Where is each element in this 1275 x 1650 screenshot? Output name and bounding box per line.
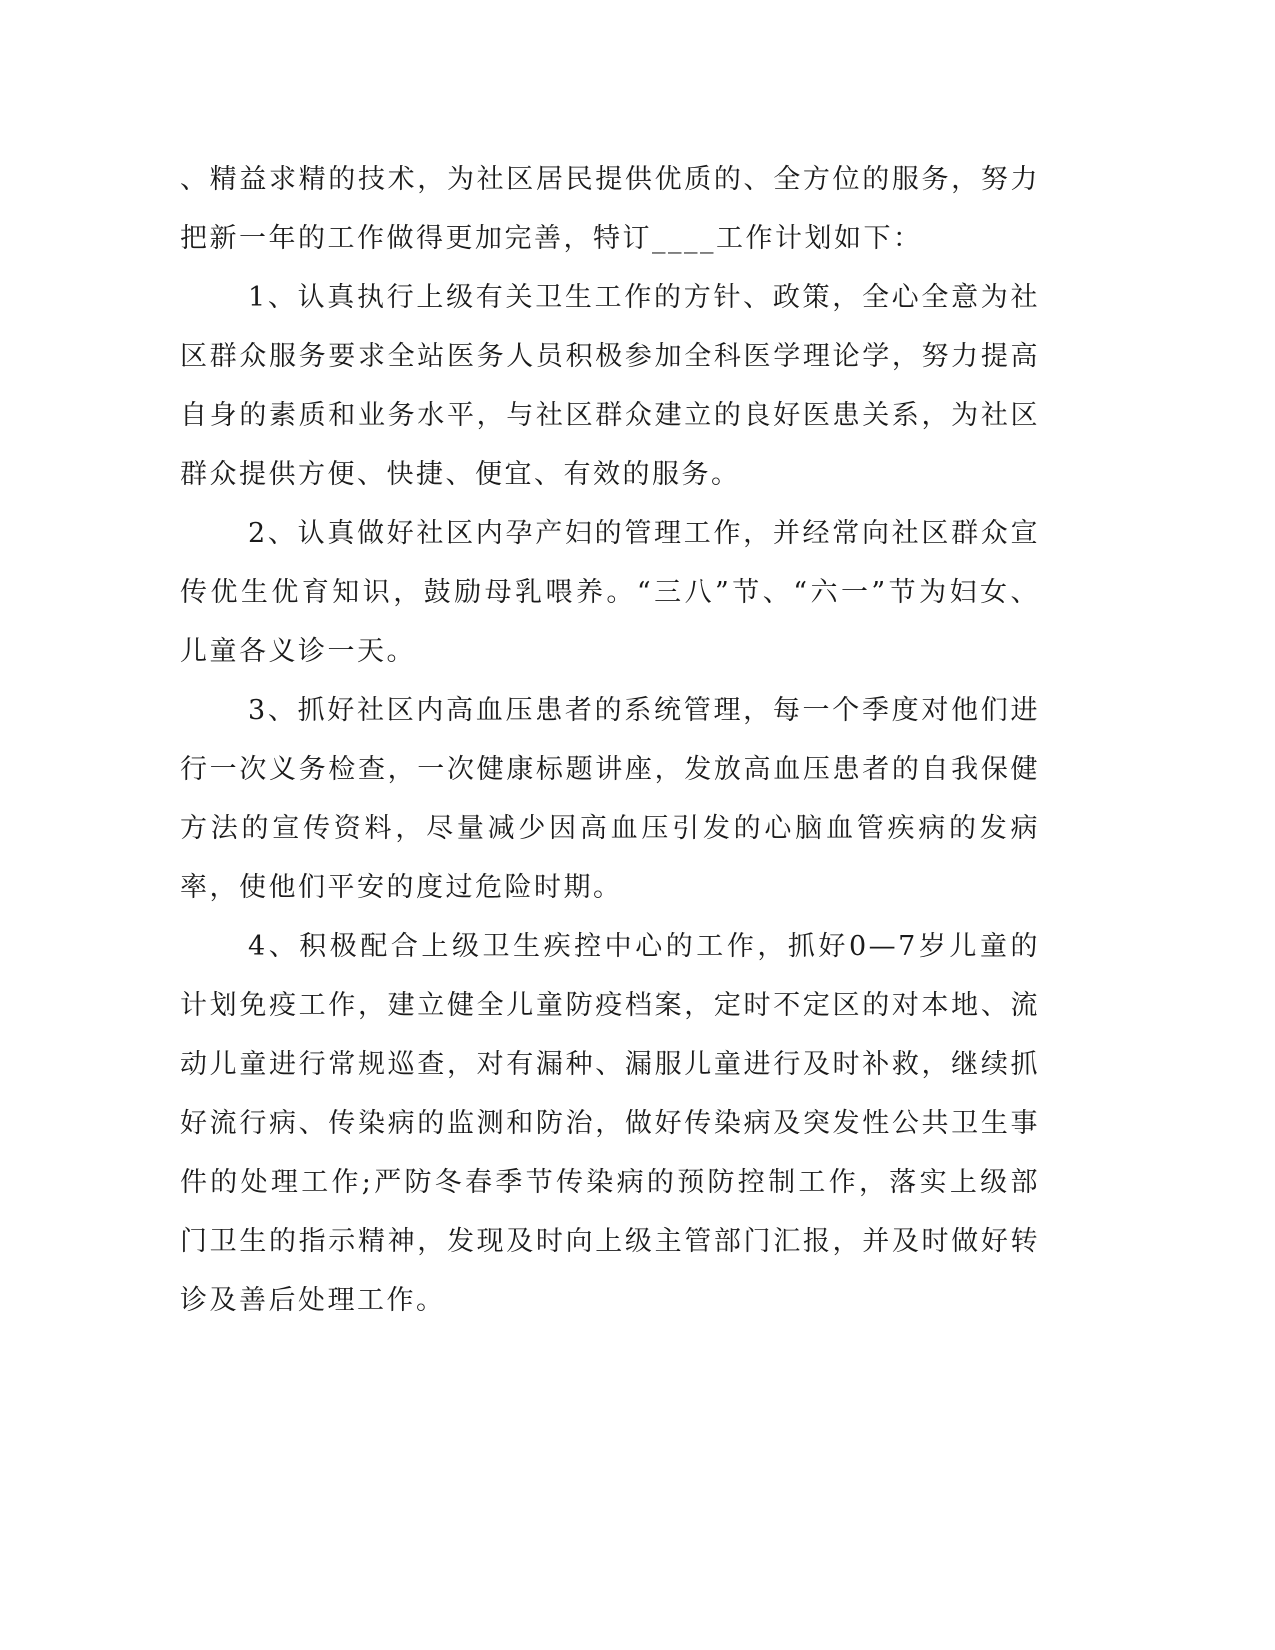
- paragraph-intro-continuation: 、精益求精的技术，为社区居民提供优质的、全方位的服务，努力把新一年的工作做得更加完善，特订____工作计划如下：: [180, 164, 1040, 254]
- paragraph-item-1: 1、认真执行上级有关卫生工作的方针、政策，全心全意为社区群众服务要求全站医务人员积极参加全科医学理论学，努力提高自身的素质和业务水平，与社区群众建立的良好医患关系，为社区群众提供方便、快捷、便宜、有效的服务。: [180, 282, 1040, 490]
- paragraph-item-4: 4、积极配合上级卫生疾控中心的工作，抓好0—7岁儿童的计划免疫工作，建立健全儿童防疫档案，定时不定区的对本地、流动儿童进行常规巡查，对有漏种、漏服儿童进行及时补救，继续抓好流行病、传染病的监测和防治，做好传染病及突发性公共卫生事件的处理工作;严防冬春季节传染病的预防控制工作，落实上级部门卫生的指示精神，发现及时向上级主管部门汇报，并及时做好转诊及善后处理工作。: [180, 931, 1040, 1316]
- document-body: [180, 150, 1040, 1330]
- paragraph-item-2: 2、认真做好社区内孕产妇的管理工作，并经常向社区群众宣传优生优育知识，鼓励母乳喂养。“三八”节、“六一”节为妇女、儿童各义诊一天。: [180, 518, 1040, 667]
- paragraph-item-3: 3、抓好社区内高血压患者的系统管理，每一个季度对他们进行一次义务检查，一次健康标题讲座，发放高血压患者的自我保健方法的宣传资料，尽量减少因高血压引发的心脑血管疾病的发病率，使他们平安的度过危险时期。: [180, 695, 1040, 903]
